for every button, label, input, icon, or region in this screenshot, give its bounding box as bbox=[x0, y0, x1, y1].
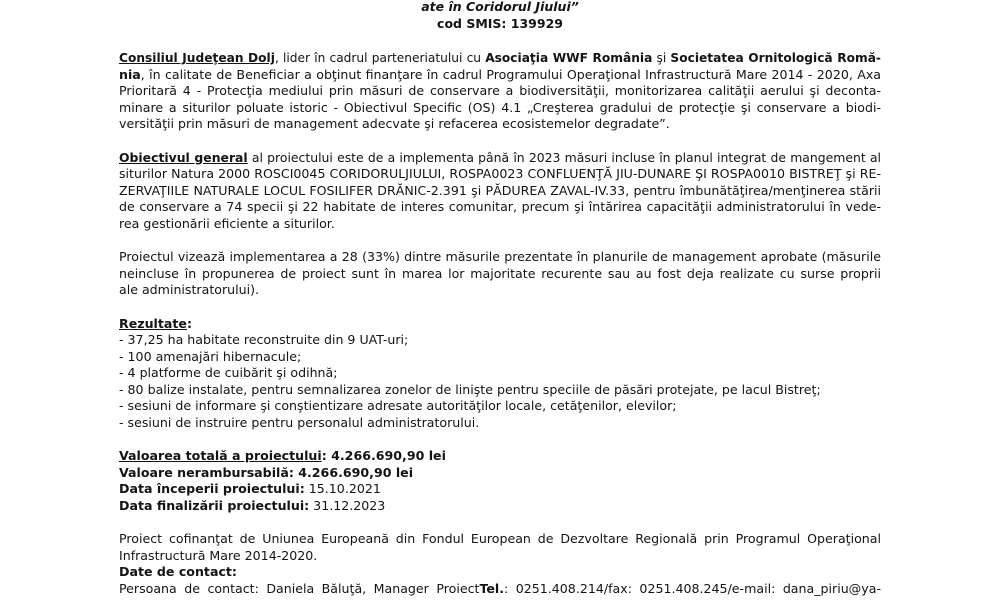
intro-line-1: Consiliul Judeţean Dolj, lider în cadrul parteneriatului cu Asociaţia WWF România şi Societatea Ornitologică Romă- bbox=[119, 51, 881, 65]
intro-line-4: minare a siturilor poluate istoric - Obiectivul Specific (OS) 4.1 „Creşterea gradului de protecţie şi conservare a biodi- bbox=[119, 99, 881, 115]
total-value: Valoarea totală a proiectului: 4.266.690,90 lei bbox=[119, 448, 446, 464]
smis-code: cod SMIS: 139929 bbox=[437, 16, 563, 31]
nonrefundable-value: Valoare nerambursabilă: 4.266.690,90 lei bbox=[119, 464, 414, 480]
partner-wwf: Asociaţia WWF România bbox=[485, 51, 653, 65]
intro-line-5: versităţii prin măsuri de management adecvate şi refacerea ecosistemelor degradate”. bbox=[119, 116, 670, 132]
document-header bbox=[119, 0, 881, 32]
end-date: Data finalizării proiectului: 31.12.2023 bbox=[119, 498, 386, 514]
results-section bbox=[119, 316, 881, 432]
cofinancing-line-2: Infrastructură Mare 2014-2020. bbox=[119, 547, 318, 563]
result-item: - 80 balize instalate, pentru semnalizarea zonelor de linişte pentru speciile de păsări protejate, pe lacul Bistreţ; bbox=[119, 381, 821, 397]
objective-label: Obiectivul general bbox=[119, 149, 248, 165]
intro-line-3: Prioritară 4 - Protecţia mediului prin măsuri de conservare a biodiversităţii, monitorizarea calităţii aerului şi deconta- bbox=[119, 83, 881, 99]
objective-line-2: siturilor Natura 2000 ROSCI0045 CORIDORULJIULUI, ROSPA0023 CONFLUENŢĂ JIU-DUNARE ŞI ROSPA0010 BISTREŢ şi RE- bbox=[119, 166, 881, 182]
beneficiary-name: Consiliul Judeţean Dolj bbox=[119, 51, 275, 65]
intro-line-2: nia, în calitate de Beneficiar a obţinut finanţare în cadrul Programului Operaţional Infrastructură Mare 2014 - 2020, Axa bbox=[119, 66, 881, 82]
contact-line: Persoana de contact: Daniela Băluţă, Manager ProiectTel.: 0251.408.214/fax: 0251.408.245/e-mail: dana_piriu@ya- bbox=[119, 581, 881, 596]
result-item: - sesiuni de instruire pentru personalul administratorului. bbox=[119, 415, 480, 431]
intro-paragraph bbox=[119, 50, 881, 133]
objective-line-3: ZERVAŢIILE NATURALE LOCUL FOSILIFER DRĂNIC-2.391 şi PĂDUREA ZAVAL-IV.33, pentru îmbunătăţirea/menţinerea stării bbox=[119, 182, 881, 198]
scope-line-1: Proiectul vizează implementarea a 28 (33%) dintre măsurile prezentate în planurile de management aprobate (măsurile bbox=[119, 249, 881, 265]
scope-paragraph bbox=[119, 249, 881, 299]
objective-line-1: Obiectivul general al proiectului este de a implementa până în 2023 măsuri incluse în planul integrat de mangement al bbox=[119, 149, 881, 165]
scope-line-2: neincluse în propunerea de proiect sunt în marea lor majoritate recurente sau au fost deja realizate cu surse proprii bbox=[119, 265, 881, 281]
partner-sor: Societatea Ornitologică Romă- bbox=[670, 51, 881, 65]
document-page bbox=[119, 0, 881, 598]
cofinancing-line-1: Proiect cofinanţat de Uniunea Europeană din Fondul European de Dezvoltare Regională prin Programul Operaţional bbox=[119, 531, 881, 547]
result-item: - sesiuni de informare şi conştientizare adresate autorităţilor locale, cetăţenilor, elevilor; bbox=[119, 398, 677, 414]
scope-line-3: ale administratorului). bbox=[119, 282, 260, 298]
result-item: - 100 amenajări hibernacule; bbox=[119, 348, 302, 364]
objective-paragraph bbox=[119, 150, 881, 233]
objective-line-4: de conservare a 74 specii şi 22 habitate de interes comunitar, precum şi întărirea capacităţii administratorului în vede- bbox=[119, 199, 881, 215]
start-date: Data începerii proiectului: 15.10.2021 bbox=[119, 481, 381, 497]
objective-line-5: rea gestionării eficiente a siturilor. bbox=[119, 215, 335, 231]
project-title-tail: ate în Coridorul Jiului” bbox=[421, 0, 579, 14]
contact-heading: Date de contact: bbox=[119, 564, 237, 580]
result-item: - 37,25 ha habitate reconstruite din 9 UAT-uri; bbox=[119, 332, 409, 348]
footer-section bbox=[119, 531, 881, 597]
values-section bbox=[119, 448, 881, 514]
results-heading: Rezultate: bbox=[119, 315, 192, 331]
result-item: - 4 platforme de cuibărit şi odihnă; bbox=[119, 365, 338, 381]
